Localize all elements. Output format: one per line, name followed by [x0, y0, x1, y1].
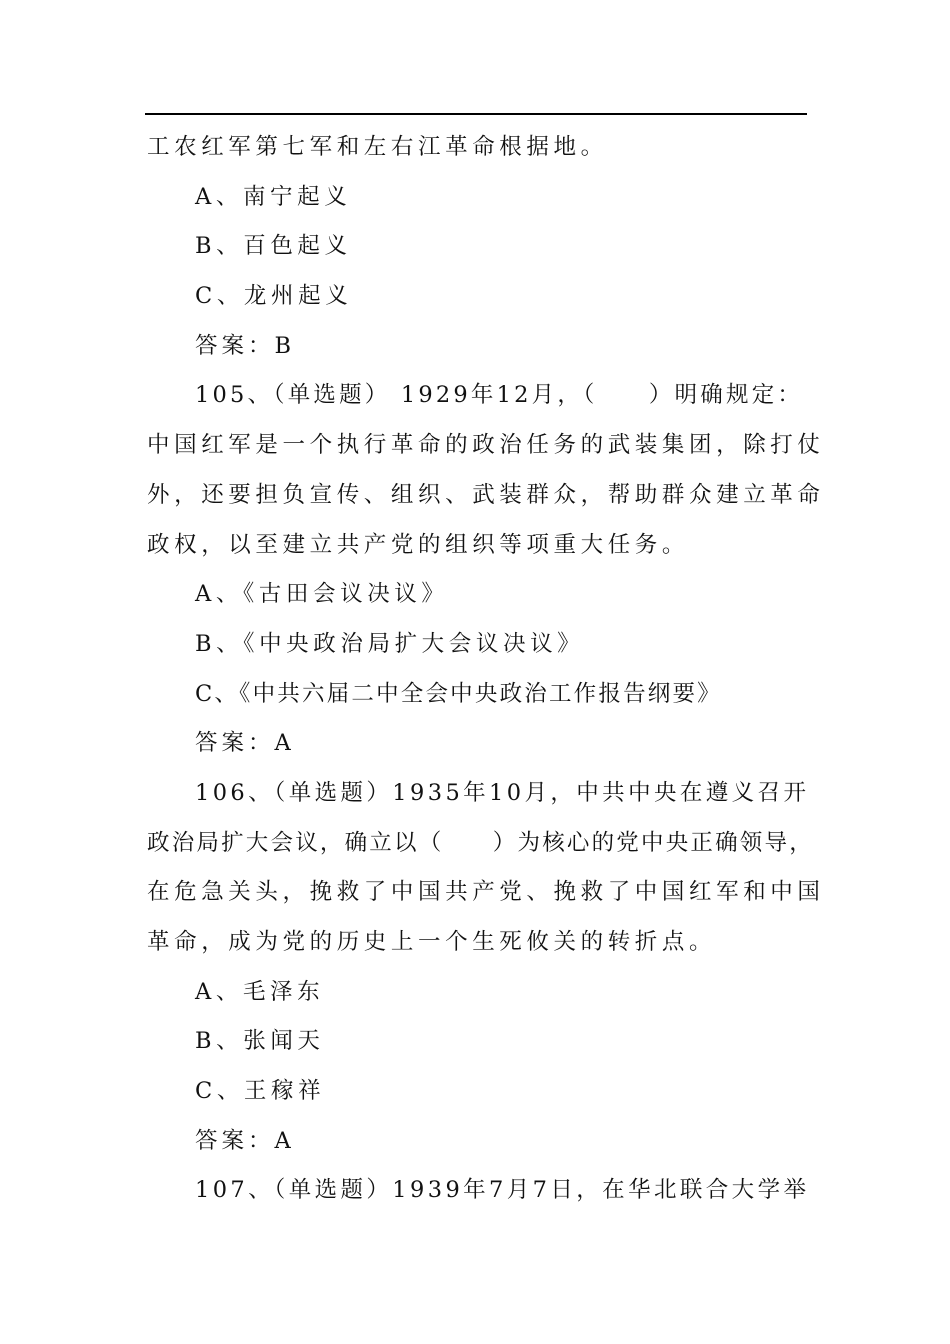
option-b: B、百色起义 — [195, 233, 352, 260]
answer-line: 答案：B — [195, 332, 296, 359]
option-b: B、张闻天 — [195, 1028, 325, 1055]
option-c: C、《中共六届二中全会中央政治工作报告纲要》 — [195, 680, 722, 707]
text-line: 在危急关头，挽救了中国共产党、挽救了中国红军和中国 — [147, 879, 825, 906]
header-rule — [145, 113, 807, 115]
option-a: A、《古田会议决议》 — [195, 581, 449, 608]
question-106-line: 106、（单选题）1935年10月，中共中央在遵义召开 — [195, 779, 810, 806]
document-body — [147, 123, 825, 1216]
text-line: 中国红军是一个执行革命的政治任务的武装集团，除打仗 — [147, 432, 825, 459]
option-b: B、《中央政治局扩大会议决议》 — [195, 630, 585, 657]
option-a: A、南宁起义 — [195, 183, 352, 210]
text-line: 革命，成为党的历史上一个生死攸关的转折点。 — [147, 929, 717, 955]
text-line: 外，还要担负宣传、组织、武装群众，帮助群众建立革命 — [147, 481, 825, 508]
question-107-line: 107、（单选题）1939年7月7日，在华北联合大学举 — [195, 1177, 810, 1204]
question-105-line: 105、（单选题） 1929年12月，（ ）明确规定： — [195, 382, 804, 409]
option-a: A、毛泽东 — [195, 978, 325, 1005]
answer-line: 答案：A — [195, 730, 295, 757]
text-line: 政治局扩大会议，确立以（ ）为核心的党中央正确领导， — [147, 829, 814, 856]
option-c: C、王稼祥 — [195, 1078, 326, 1105]
option-c: C、龙州起义 — [195, 283, 353, 310]
text-line: 工农红军第七军和左右江革命根据地。 — [147, 134, 608, 160]
answer-line: 答案：A — [195, 1127, 295, 1154]
text-line: 政权，以至建立共产党的组织等项重大任务。 — [147, 531, 690, 558]
